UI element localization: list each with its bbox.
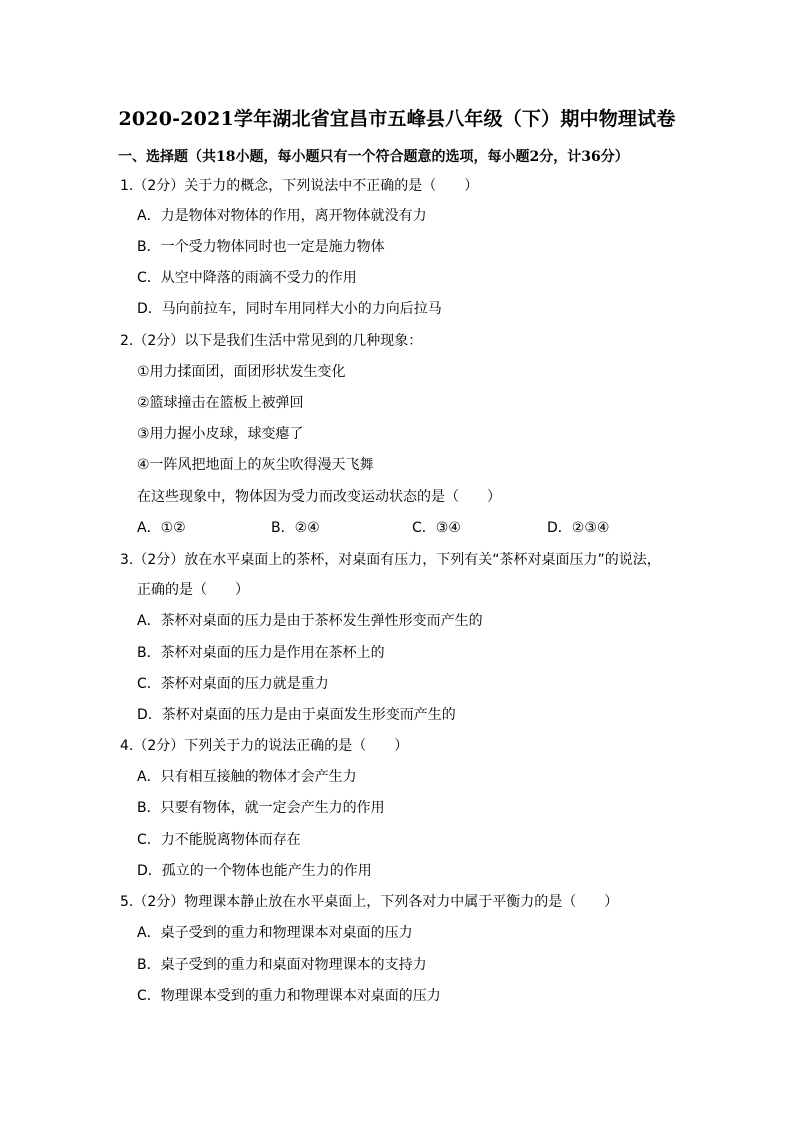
question-3-stem: 3.（2分）放在水平桌面上的茶杯，对桌面有压力，下列有关“茶杯对桌面压力”的说法， bbox=[120, 552, 661, 568]
question-2-item-4: ④一阵风把地面上的灰尘吹得漫天飞舞 bbox=[137, 457, 374, 473]
question-4-stem: 4.（2分）下列关于力的说法正确的是（ ） bbox=[120, 738, 409, 754]
question-5-option-a: A．桌子受到的重力和物理课本对桌面的压力 bbox=[137, 925, 413, 941]
question-2-options bbox=[137, 518, 697, 538]
question-3-stem-continued: 正确的是（ ） bbox=[137, 582, 249, 598]
question-3-option-b: B．茶杯对桌面的压力是作用在茶杯上的 bbox=[137, 645, 385, 661]
question-1-option-a: A．力是物体对物体的作用，离开物体就没有力 bbox=[137, 208, 427, 224]
page-title: 2020-2021学年湖北省宜昌市五峰县八年级（下）期中物理试卷 bbox=[118, 108, 676, 130]
question-4-option-d: D．孤立的一个物体也能产生力的作用 bbox=[137, 863, 372, 879]
question-3-option-c: C．茶杯对桌面的压力就是重力 bbox=[137, 676, 329, 692]
question-5-option-b: B．桌子受到的重力和桌面对物理课本的支持力 bbox=[137, 957, 427, 973]
question-3-option-a: A．茶杯对桌面的压力是由于茶杯发生弹性形变而产生的 bbox=[137, 613, 483, 629]
question-2-item-2: ②篮球撞击在篮板上被弹回 bbox=[137, 395, 304, 411]
question-3-option-d: D．茶杯对桌面的压力是由于桌面发生形变而产生的 bbox=[137, 707, 456, 723]
question-2-option-a: A．①② bbox=[137, 520, 186, 536]
question-2-stem: 2.（2分）以下是我们生活中常见到的几种现象： bbox=[120, 333, 423, 349]
question-1-option-c: C．从空中降落的雨滴不受力的作用 bbox=[137, 270, 357, 286]
question-2-prompt: 在这些现象中，物体因为受力而改变运动状态的是（ ） bbox=[137, 489, 501, 505]
question-4-option-a: A．只有相互接触的物体才会产生力 bbox=[137, 769, 357, 785]
question-1-option-b: B．一个受力物体同时也一定是施力物体 bbox=[137, 239, 385, 255]
question-5-stem: 5.（2分）物理课本静止放在水平桌面上，下列各对力中属于平衡力的是（ ） bbox=[120, 894, 619, 910]
question-2-option-b: B．②④ bbox=[271, 520, 320, 536]
question-2-option-c: C．③④ bbox=[412, 520, 461, 536]
question-1-option-d: D．马向前拉车，同时车用同样大小的力向后拉马 bbox=[137, 301, 442, 317]
question-2-item-1: ①用力揉面团，面团形状发生变化 bbox=[137, 364, 346, 380]
section-heading: 一、选择题（共18小题，每小题只有一个符合题意的选项，每小题2分，计36分） bbox=[118, 149, 629, 165]
question-1-stem: 1.（2分）关于力的概念，下列说法中不正确的是（ ） bbox=[120, 178, 479, 194]
question-4-option-b: B．只要有物体，就一定会产生力的作用 bbox=[137, 800, 385, 816]
question-4-option-c: C．力不能脱离物体而存在 bbox=[137, 832, 301, 848]
question-2-item-3: ③用力握小皮球，球变瘪了 bbox=[137, 426, 304, 442]
question-2-option-d: D．②③④ bbox=[547, 520, 610, 536]
question-5-option-c: C．物理课本受到的重力和物理课本对桌面的压力 bbox=[137, 988, 441, 1004]
